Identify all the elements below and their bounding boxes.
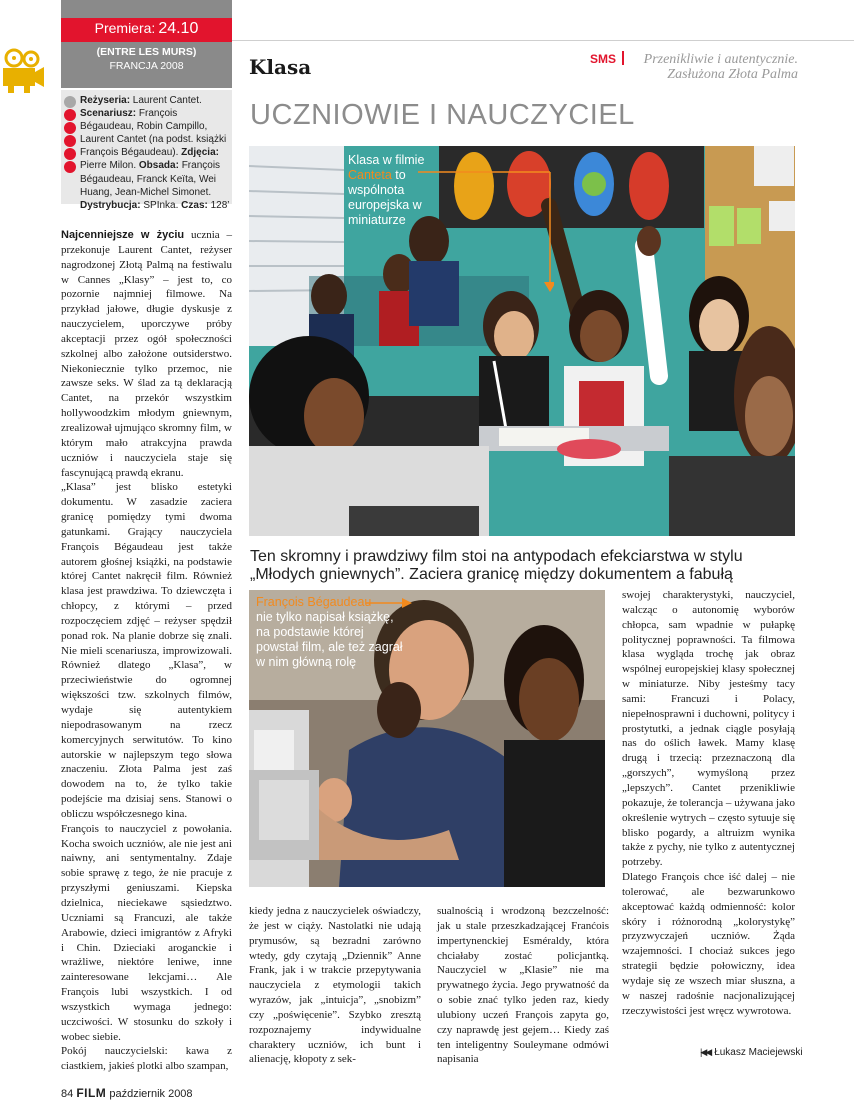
film-projector-icon — [0, 48, 44, 94]
credit-label: Reżyseria: — [80, 95, 131, 106]
tagline-line-2: Zasłużona Złota Palma — [667, 67, 798, 82]
author-byline — [700, 1047, 803, 1058]
credit-label: Scenariusz: — [80, 108, 137, 120]
lead-in: Najcenniejsze w życiu — [61, 229, 185, 241]
rating-dot-icon — [64, 161, 76, 173]
credit-label: Zdjęcia: — [181, 147, 219, 159]
caption-text: to wspólnota europejska w miniaturze — [348, 168, 422, 227]
rating-dot-icon — [64, 109, 76, 121]
credits-text — [80, 94, 230, 212]
premiere-line — [61, 20, 232, 38]
page-footer — [61, 1086, 193, 1100]
premiere-label: Premiera: — [94, 20, 156, 36]
rating-dot-icon — [64, 122, 76, 134]
arrow-right-icon — [366, 597, 412, 609]
article-headline: UCZNIOWIE I NAUCZYCIEL — [250, 99, 635, 131]
caption-highlight: Canteta — [348, 168, 392, 182]
caption-highlight: François Bégaudeau — [256, 595, 372, 609]
rating-dot-icon — [64, 135, 76, 147]
caption-text: Klasa w filmie — [348, 153, 425, 167]
body-column-3: sualnością i wrodzoną bezczelność: jak u stale przeszkadzającej Franćois impertynenckiej Esméraldy, która chciałaby zostać policjantką. Nauczyciel w „Klasie” nie ma prywatnego życia. Jego prywatność da o sobie znać tylko jeden raz, kiedy ulubiony uczeń François zapyta go, czy naprawdę jest gejem… Kiedy zaś ten inteligentny Souleymane odmówi napisania — [437, 905, 609, 1066]
premiere-panel — [61, 0, 232, 88]
header-rule — [232, 40, 854, 41]
sms-label: SMS — [590, 52, 617, 66]
arrow-down-icon — [418, 168, 554, 294]
body-column-1 — [61, 228, 232, 1074]
credit-value: François Bégaudeau, Franck Keïta, Wei Huang, Jean-Michel Simonet. — [80, 160, 221, 198]
credit-value: 128’ — [207, 199, 230, 211]
issue-date: październik 2008 — [109, 1088, 193, 1100]
credit-value: Laurent Cantet. — [130, 95, 202, 106]
credit-label: Czas: — [181, 199, 208, 211]
credit-label: Obsada: — [138, 160, 179, 172]
page-number: 84 — [61, 1088, 74, 1100]
tagline-line-1: Przenikliwie i autentycznie. — [643, 52, 798, 67]
credit-value: SPInka. — [140, 199, 182, 211]
credit-value: François Bégaudeau, Robin Campillo, Laurent Cantet (na podst. książki François Bégaudeau). — [80, 108, 227, 159]
credit-value: Pierre Milon. — [80, 160, 139, 172]
section-title: Klasa — [249, 55, 312, 79]
rating-dot-icon — [64, 96, 76, 108]
rating-dot-icon — [64, 148, 76, 160]
premiere-date: 24.10 — [158, 20, 199, 37]
verdict-tagline — [620, 52, 798, 82]
author-name: Łukasz Maciejewski — [714, 1047, 803, 1058]
credit-label: Dystrybucja: — [80, 199, 141, 211]
body-text: ucznia – przekonuje Laurent Cantet, reżyser nagrodzonej Złotą Palmą na festiwalu w Cannes „Klasy” – jest to, co pozornie najmniej filmowe. Na przykład jałowe, długie dyskusje z nauczycielem, uporczywe próby akceptacji przez ogół społeczności szkolnej albo założone outsiderstwo. Niekoniecznie tylko przemoc, nie zawsze seks. W ślad za tą deklaracją Cantet, na przekór wszystkim hollywoodzkim młodym gniewnym, zrealizował ujmująco skromny film, w którym mało atrakcyjna prawda uczniów i nauczyciela staje się fascynującą prawdą ekranu. „Klasa” jest blisko estetyki dokumentu. W zasadzie zaciera granicę pomiędzy tymi dwoma gatunkami. Grający nauczyciela François Bégaudeau jest także autorem głośnej książki, na podstawie której Cantet nakręcił film. Również klasa jest prawdziwa. To dziewczęta i chłopcy, z którymi – przed rozpoczęciem zdjęć – reżyser spędził ponad rok. Na planie dobrze się znali. Nie mieli scenariusza, improwizowali. Również dlatego „Klasa”, w przeciwieństwie do ogromnej większości tzw. szkolnych filmów, wydaje się autentykiem niepodrasowanym na rzecz komercyjnych serwitutów. To kino autorskie w najlepszym tego słowa znaczeniu. Złota Palma jest zaś dowodem na to, że tylko takie podejście ma dzisiaj sens. Stanowi o obliczu współczesnego kina. François to nauczyciel z powołania. Kocha swoich uczniów, ale nie jest ani naiwny, ani sentymentalny. Zdaje sobie sprawę z tego, że nie pracuje z przyszłymi geniuszami. Kiepska dzielnica, nieciekawe sąsiedztwo. Uczniami są Francuzi, ale także Arabowie, dzieci imigrantów z Afryki i Chin. Dzieciaki aroganckie i wrażliwe, niektóre leniwe, inne zainteresowane lekcjami… Ale François lubi wszystkich. I od wszystkich wymaga jednego: uczciwości. W stosunku do szkoły i wobec siebie. Pokój nauczycielski: kawa z ciastkiem, jakieś plotki albo szampan, — [61, 229, 233, 1073]
caption-text: nie tylko napisał książkę, na podstawie której powstał film, ale też zagrał w nim główną rolę — [256, 610, 403, 669]
body-column-4: swojej charakterystyki, nauczyciel, walcząc o autonomię wyborów chłopca, sam wpadnie w pułapkę politycznej poprawności. Ta filmowa klasa wygląda trochę jak obraz wspólnej europejskiej klasy społecznej w miniaturze. Niby jesteśmy tacy sami: Francuzi i Polacy, niepełnosprawni i duchowni, politycy i prostytutki, a jednak ciągle posyłają nas do oślich ławek. Mamy klasę drugą i trzecią: przeznaczoną dla „gorszych”, wymyśloną przez „lepszych”. Cantet przenikliwie pokazuje, że tolerancja – używana jako określenie wytrych – często sytuuje się blisko pogardy, a altruizm wynika także z pychy, nie tylko z autentycznej potrzeby. Dlatego François chce iść dalej – nie tolerować, ale bezwarunkowo akceptować każdą odmienność: kolor skóry i różnorodną „kolorystykę” przyzwyczajeń uczniów. Żąda wzajemności. I chociaż sukces jego strategii będzie połowiczny, idea wydaje się ze wszech miar słuszna, a w naszej radośnie nacjonalizującej rzeczywistości jest wręcz wywrotowa. — [622, 589, 795, 1017]
body-column-2: kiedy jedna z nauczycielek oświadczy, że jest w ciąży. Nastolatki nie udają prymusów, są bezradni zarówno wtedy, gdy czytają „Dziennik” Anne Frank, jak i w trakcie przepytywania nauczyciela z etymologii takich wyrazów, jak „intuicja”, „snobizm” czy „poświęcenie”. Szybko zresztą rozpoznajemy indywidualne charaktery uczniów, ich bunt i alienację, kłopoty z sek- — [249, 905, 421, 1066]
pull-quote: Ten skromny i prawdziwy film stoi na antypodach efekciarstwa w stylu „Młodych gniewnych”. Zaciera granicę między dokumentem a fabułą — [250, 548, 743, 583]
magazine-name: FILM — [76, 1086, 107, 1100]
original-title: (ENTRE LES MURS) — [96, 46, 197, 58]
country-year: FRANCJA 2008 — [109, 60, 184, 72]
rewind-icon: |◀◀ — [700, 1047, 711, 1057]
